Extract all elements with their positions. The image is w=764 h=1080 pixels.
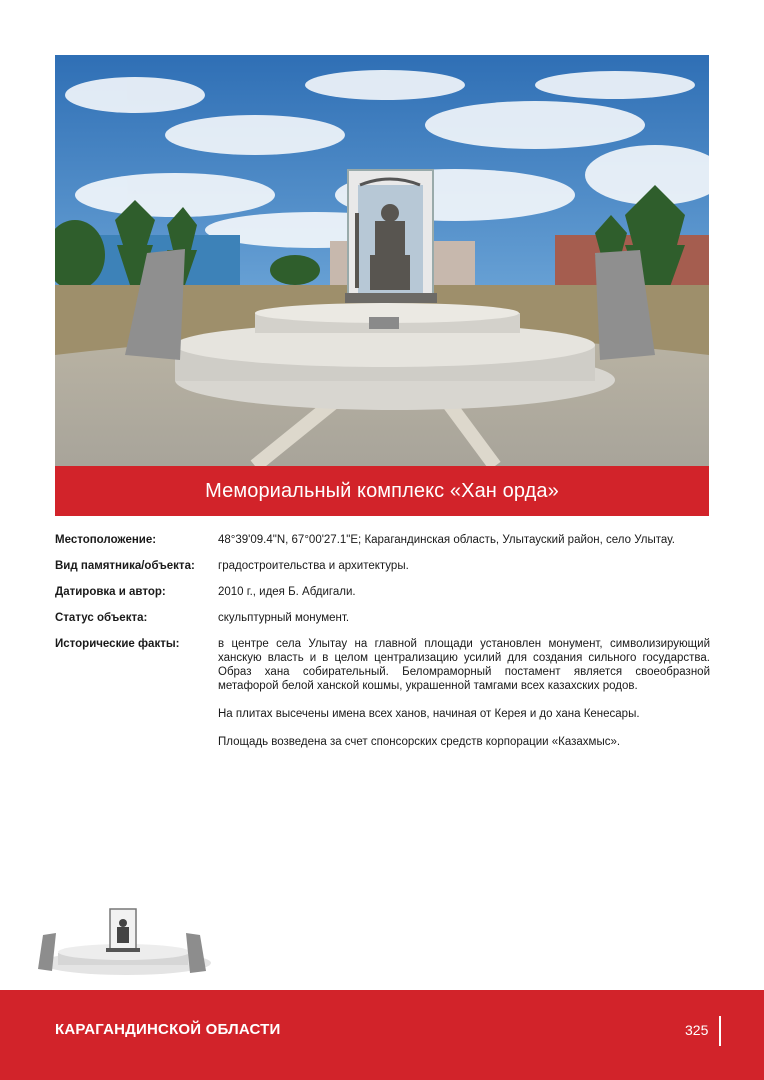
page-footer [0,990,764,1080]
date-label: Датировка и автор: [55,586,166,598]
detail-row-type [55,559,710,573]
date-value: 2010 г., идея Б. Абдигали. [218,586,356,598]
monument-thumbnail [28,895,218,985]
history-paragraph: Площадь возведена за счет спонсорских средств корпорации «Казахмыс». [218,736,621,748]
type-value: градостроительства и архитектуры. [218,560,409,572]
history-paragraph: в центре села Улытау на главной площади установлен монумент, символизирующий ханскую власть и в целом централизацию усилий для создания сильного государства. Образ хана собирательный. Беломраморный постамент является своеобразной метафорой белой ханской кошмы, украшенной тамгами всех казахских родов. [218,638,710,692]
location-value: 48°39'09.4"N, 67°00'27.1"E; Карагандинская область, Улытауский район, село Улытау. [218,534,675,546]
type-label: Вид памятника/объекта: [55,560,195,572]
detail-row-date [55,585,710,599]
status-label: Статус объекта: [55,612,148,624]
status-value: скульптурный монумент. [218,612,350,624]
history-value [218,637,710,749]
monument-title: Мемориальный комплекс «Хан орда» [55,466,709,516]
history-label: Исторические факты: [55,638,180,650]
detail-row-location [55,533,710,547]
detail-row-status [55,611,710,625]
page-divider [719,1016,721,1046]
history-paragraph: На плитах высечены имена всех ханов, начиная от Керея и до хана Кенесары. [218,708,640,720]
details-table [55,533,710,761]
location-label: Местоположение: [55,534,157,546]
page-number: 325 [685,1022,709,1038]
monument-photo [55,55,709,466]
region-title: КАРАГАНДИНСКОЙ ОБЛАСТИ [55,1021,281,1038]
detail-row-history [55,637,710,749]
